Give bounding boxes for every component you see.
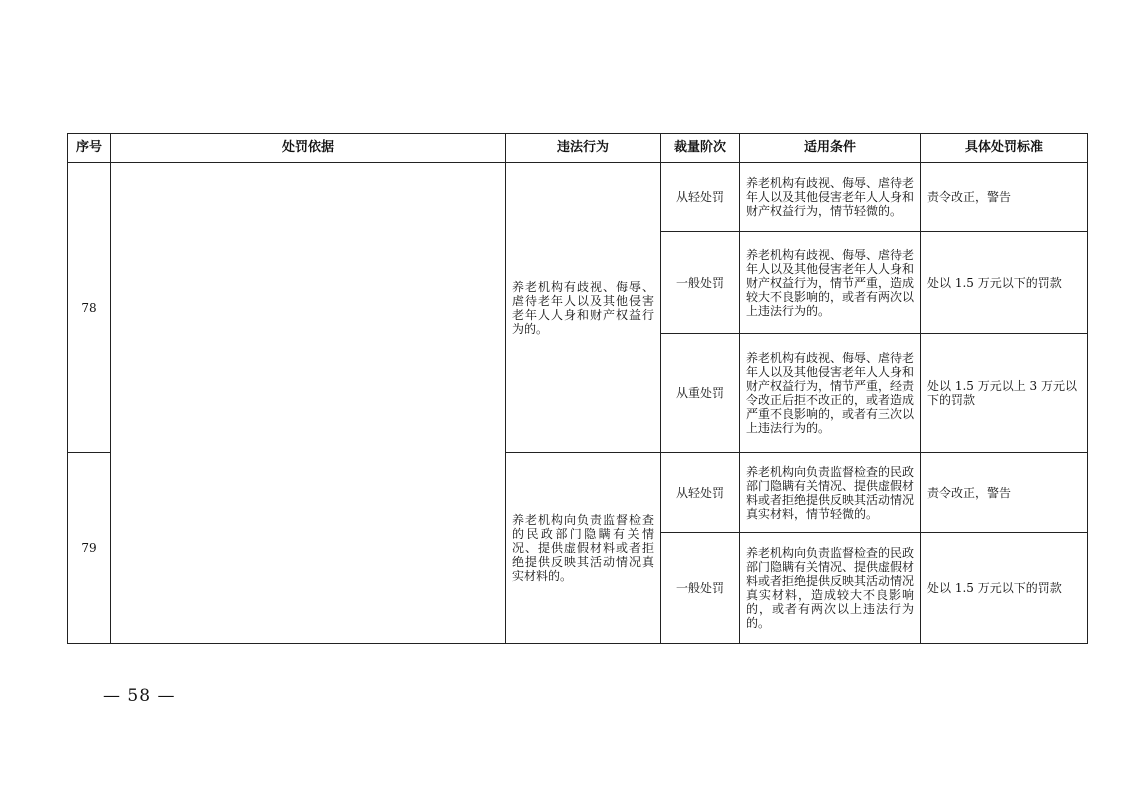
item-standard: 处以 1.5 万元以上 3 万元以下的罚款: [921, 334, 1088, 453]
item-standard: 责令改正，警告: [921, 163, 1088, 232]
item-violation: 养老机构向负责监督检查的民政部门隐瞒有关情况、提供虚假材料或者拒绝提供反映其活动情况真实材料的。: [506, 453, 661, 644]
item-level: 一般处罚: [661, 232, 740, 334]
item-condition: 养老机构向负责监督检查的民政部门隐瞒有关情况、提供虚假材料或者拒绝提供反映其活动情况真实材料，情节轻微的。: [740, 453, 921, 533]
item-condition: 养老机构有歧视、侮辱、虐待老年人以及其他侵害老年人人身和财产权益行为，情节严重，经责令改正后拒不改正的，或者造成严重不良影响的，或者有三次以上违法行为的。: [740, 334, 921, 453]
header-condition: 适用条件: [740, 134, 921, 163]
item-condition: 养老机构有歧视、侮辱、虐待老年人以及其他侵害老年人人身和财产权益行为，情节严重，造成较大不良影响的，或者有两次以上违法行为的。: [740, 232, 921, 334]
item-level: 从轻处罚: [661, 163, 740, 232]
item-violation: 养老机构有歧视、侮辱、虐待老年人以及其他侵害老年人人身和财产权益行为的。: [506, 163, 661, 453]
item-seq: 79: [68, 453, 111, 644]
item-seq: 78: [68, 163, 111, 453]
item-basis: [111, 163, 506, 644]
table-header-row: [68, 134, 1088, 163]
item-standard: 责令改正，警告: [921, 453, 1088, 533]
header-violation: 违法行为: [506, 134, 661, 163]
penalty-standards-table: [67, 133, 1088, 644]
header-seq: 序号: [68, 134, 111, 163]
header-level: 裁量阶次: [661, 134, 740, 163]
table-row: [68, 163, 1088, 232]
page-number: — 58 —: [103, 686, 176, 706]
item-standard: 处以 1.5 万元以下的罚款: [921, 232, 1088, 334]
item-standard: 处以 1.5 万元以下的罚款: [921, 533, 1088, 644]
item-level: 一般处罚: [661, 533, 740, 644]
item-level: 从重处罚: [661, 334, 740, 453]
item-condition: 养老机构向负责监督检查的民政部门隐瞒有关情况、提供虚假材料或者拒绝提供反映其活动情况真实材料，造成较大不良影响的，或者有两次以上违法行为的。: [740, 533, 921, 644]
item-level: 从轻处罚: [661, 453, 740, 533]
header-standard: 具体处罚标准: [921, 134, 1088, 163]
item-condition: 养老机构有歧视、侮辱、虐待老年人以及其他侵害老年人人身和财产权益行为，情节轻微的。: [740, 163, 921, 232]
header-basis: 处罚依据: [111, 134, 506, 163]
